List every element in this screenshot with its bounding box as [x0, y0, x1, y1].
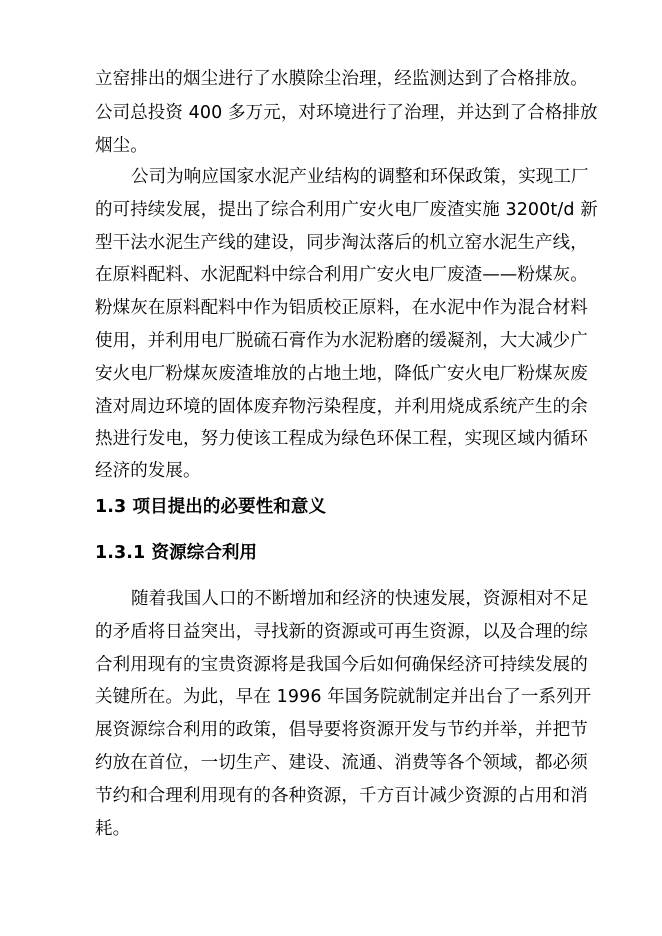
- paragraph-3-line-8: 耗。: [95, 819, 131, 839]
- paragraph-2-line-9: 热进行发电，努力使该工程成为绿色环保工程，实现区域内循环: [95, 429, 588, 449]
- paragraph-3-line-2: 的矛盾将日益突出，寻找新的资源或可再生资源，以及合理的综: [95, 622, 588, 642]
- paragraph-2-line-4: 在原料配料、水泥配料中综合利用广安火电厂废渣——粉煤灰。: [95, 265, 588, 285]
- paragraph-2-line-5: 粉煤灰在原料配料中作为铝质校正原料，在水泥中作为混合材料: [95, 298, 588, 318]
- paragraph-2-line-6: 使用，并利用电厂脱硫石膏作为水泥粉磨的缓凝剂，大大减少广: [95, 331, 588, 351]
- paragraph-1-line-3: 烟尘。: [95, 136, 148, 156]
- paragraph-3-line-6: 约放在首位，一切生产、建设、流通、消费等各个领域，都必须: [95, 753, 588, 773]
- paragraph-1-line-1: 立窑排出的烟尘进行了水膜除尘治理，经监测达到了合格排放。: [95, 69, 588, 89]
- paragraph-2-line-3: 型干法水泥生产线的建设，同步淘汰落后的机立窑水泥生产线，: [95, 233, 588, 253]
- paragraph-3-line-5: 展资源综合利用的政策，倡导要将资源开发与节约并举，并把节: [95, 720, 588, 740]
- paragraph-3-line-7: 节约和合理利用现有的各种资源，千方百计减少资源的占用和消: [95, 786, 588, 806]
- paragraph-2-line-2: 的可持续发展，提出了综合利用广安火电厂废渣实施 3200t/d 新: [95, 200, 598, 220]
- paragraph-1-line-2: 公司总投资 400 多万元，对环境进行了治理，并达到了合格排放: [95, 103, 598, 123]
- paragraph-3-line-4: 关键所在。为此，早在 1996 年国务院就制定并出台了一系列开: [95, 687, 592, 707]
- paragraph-3-line-1: 随着我国人口的不断增加和经济的快速发展，资源相对不足: [131, 589, 589, 609]
- paragraph-2-line-7: 安火电厂粉煤灰废渣堆放的占地土地，降低广安火电厂粉煤灰废: [95, 364, 588, 384]
- paragraph-2-line-8: 渣对周边环境的固体废弃物污染程度，并利用烧成系统产生的余: [95, 397, 588, 417]
- paragraph-2-line-10: 经济的发展。: [95, 461, 201, 481]
- section-heading-1-3: 1.3 项目提出的必要性和意义: [95, 497, 327, 517]
- section-heading-1-3-1: 1.3.1 资源综合利用: [95, 543, 258, 563]
- paragraph-3-line-3: 合利用现有的宝贵资源将是我国今后如何确保经济可持续发展的: [95, 655, 588, 675]
- paragraph-2-line-1: 公司为响应国家水泥产业结构的调整和环保政策，实现工厂: [131, 167, 589, 187]
